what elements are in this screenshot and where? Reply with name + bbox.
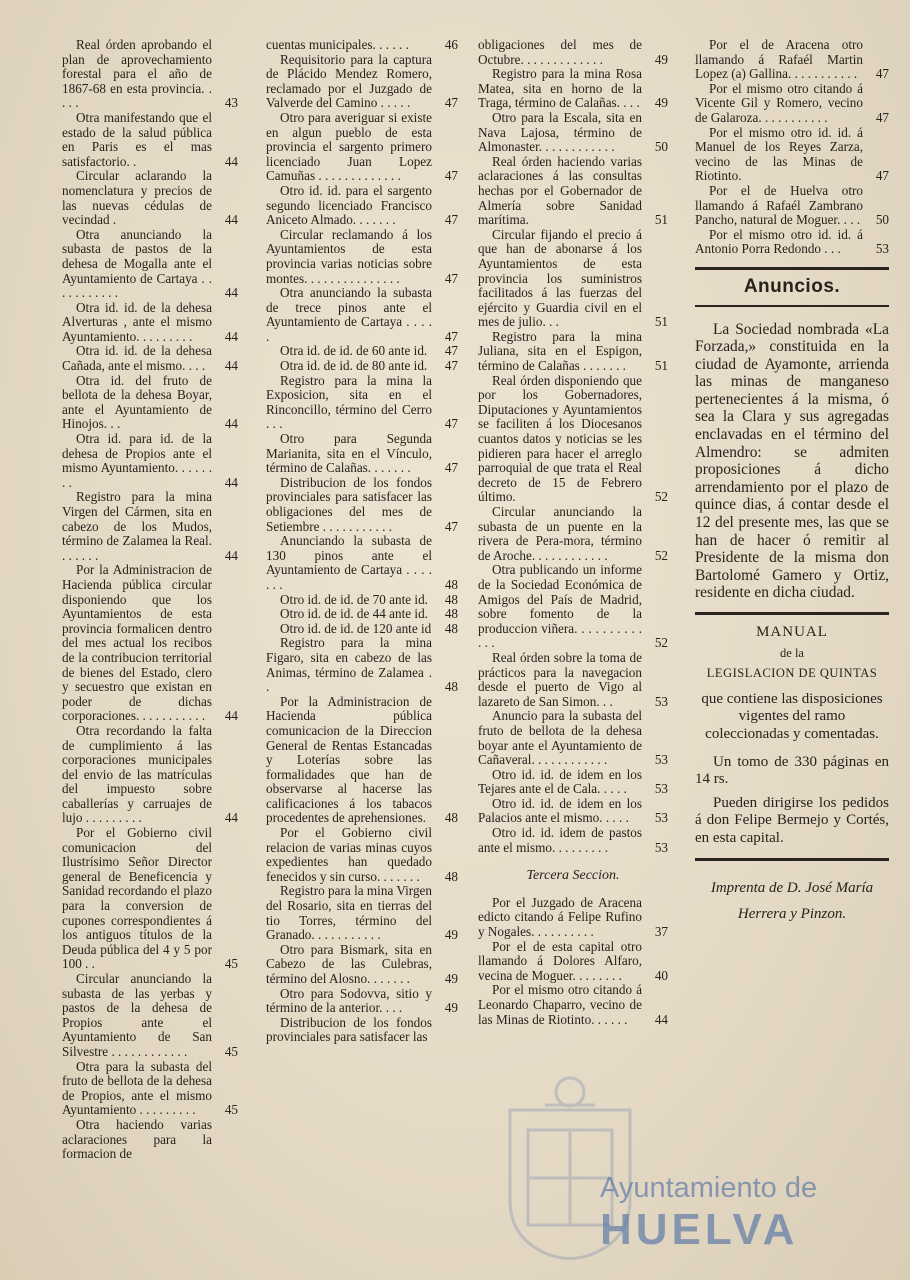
entry-page-number: 44: [224, 416, 238, 432]
entry-page-number: 45: [224, 1102, 238, 1118]
index-entry: [478, 563, 668, 651]
entry-text: Otro para Sodovva, sitio y término de la anterior. . . .: [266, 985, 432, 1016]
entry-page-number: 53: [654, 781, 668, 797]
entry-page-number: 47: [444, 270, 458, 286]
entry-text: Otra id. id. de la dehesa Alverturas , ante el mismo Ayuntamiento. . . . . . . . .: [62, 299, 212, 344]
entry-page-number: 40: [654, 967, 668, 983]
entry-page-number: 48: [444, 868, 458, 884]
entry-page-number: 44: [224, 474, 238, 490]
entry-page-number: 44: [654, 1011, 668, 1027]
index-entry: [62, 111, 238, 169]
index-column-3: [478, 38, 668, 1027]
index-column-2: [266, 38, 458, 1045]
watermark-line-2: HUELVA: [600, 1205, 799, 1254]
manual-title: MANUAL: [756, 624, 828, 640]
entry-text: Circular anunciando la subasta de un puente en la rivera de Pera-mora, término de Aroche. . . . . . . . . . . .: [478, 504, 642, 563]
index-entry: [478, 768, 668, 797]
index-entry: [62, 826, 238, 972]
entry-page-number: 51: [654, 314, 668, 330]
entry-page-number: 52: [654, 547, 668, 563]
index-entry: [62, 1118, 238, 1162]
entry-text: Registro para la mina la Exposicion, sita en el Rinconcillo, término del Cerro . . .: [266, 372, 432, 432]
manual-description: que contiene las disposiciones vigentes del ramo coleccionadas y comentadas.: [701, 690, 883, 742]
manual-de-la: de la: [780, 645, 804, 660]
entry-text: Por el Juzgado de Aracena edicto citando á Felipe Rufino y Nogales. . . . . . . . . .: [478, 894, 642, 940]
announcements-heading: Anuncios.: [743, 275, 841, 297]
entry-page-number: 44: [224, 547, 238, 563]
index-entry: [478, 983, 668, 1027]
index-entry: [478, 826, 668, 855]
entry-text: Por la Administracion de Hacienda pública circular disponiendo que los Ayuntamientos de esta provincia formalicen dentro del mes actual los recibos de la contribucion territorial de bienes del Estado, clero y secuestro que existan en poder de dichas corporaciones. . . . . . . . . . .: [62, 562, 212, 724]
entry-text: Otro id. de id. de 44 ante id.: [280, 606, 428, 622]
entry-text: Registro para la mina Juliana, sita en el Espigon, término de Calañas . . . . . . .: [478, 328, 642, 374]
index-entry: [478, 896, 668, 940]
index-entry: [478, 228, 668, 330]
index-entry: [62, 38, 238, 111]
index-entry: [62, 724, 238, 826]
index-entry: [266, 636, 458, 694]
entry-page-number: 49: [654, 95, 668, 111]
entry-text: Otra id. del fruto de bellota de la dehesa Boyar, ante el Ayuntamiento de Hinojos. . .: [62, 372, 212, 432]
divider: [695, 612, 889, 615]
entry-text: Otra manifestando que el estado de la salud pública en Paris es el mas satisfactorio. .: [62, 109, 212, 169]
entry-text: Real órden haciendo varias aclaraciones á las consultas hechas por el Gobernador de Almería sobre Sanidad marítima.: [478, 153, 642, 228]
index-entry: [266, 432, 458, 476]
entry-page-number: 51: [654, 212, 668, 228]
index-entry: [478, 940, 668, 984]
imprint-line-1: Imprenta de D. José María: [710, 879, 874, 896]
entry-text: Otra publicando un informe de la Sociedad Económica de Amigos del País de Madrid, sobre fomento de la produccion viñera. . . . . . . . . . . . .: [478, 562, 642, 651]
entry-page-number: 49: [654, 51, 668, 67]
entry-page-number: 52: [654, 635, 668, 651]
entry-page-number: 53: [654, 693, 668, 709]
entry-text: Otro para Bismark, sita en Cabezo de las Culebras, término del Alosno. . . . . . .: [266, 941, 432, 986]
entry-text: Otra id. de id. de 80 ante id.: [280, 358, 428, 374]
entry-text: Real órden aprobando el plan de aprovechamiento forestal para el año de 1867-68 en esta provincia. . . . .: [62, 37, 212, 111]
entry-text: Requisitorio para la captura de Plácido Mendez Romero, reclamado por el Juzgado de Valverde del Camino . . . . .: [266, 51, 432, 111]
entry-page-number: 48: [444, 591, 458, 607]
entry-page-number: 45: [224, 956, 238, 972]
entry-text: Otra id. para id. de la dehesa de Propios ante el mismo Ayuntamiento. . . . . . . .: [62, 431, 212, 490]
entry-text: Por el mismo otro id. id. á Antonio Porra Redondo . . .: [695, 226, 863, 257]
entry-page-number: 44: [224, 810, 238, 826]
entry-page-number: 47: [444, 95, 458, 111]
index-entry: [62, 432, 238, 490]
entry-page-number: 45: [224, 1043, 238, 1059]
index-entry: [478, 330, 668, 374]
entry-page-number: 44: [224, 285, 238, 301]
index-entry: [62, 374, 238, 432]
column-4-entries: [695, 38, 889, 257]
index-entry: [266, 884, 458, 942]
index-entry: [266, 534, 458, 592]
entry-text: Por el de Aracena otro llamando á Rafaél Martin Lopez (a) Gallina. . . . . . . . . . .: [695, 37, 863, 82]
entry-text: Real órden sobre la toma de prácticos para la navegacion desde el puerto de Vigo al lazareto de San Simon. . .: [478, 649, 642, 709]
entry-text: Registro para la mina Rosa Matea, sita en horno de la Traga, término de Calañas. . . .: [478, 66, 642, 111]
index-entry: [266, 111, 458, 184]
index-entry: [266, 593, 458, 608]
entry-page-number: 47: [444, 460, 458, 476]
index-entry: [266, 826, 458, 884]
section-heading: Tercera Seccion.: [526, 868, 620, 884]
index-entry: [266, 228, 458, 286]
index-entry: [62, 490, 238, 563]
entry-page-number: 47: [444, 518, 458, 534]
index-entry: [695, 228, 889, 257]
index-entry: [266, 1016, 458, 1045]
index-entry: [266, 943, 458, 987]
entry-page-number: 47: [875, 168, 889, 184]
entry-text: cuentas municipales. . . . . .: [266, 37, 409, 52]
entry-page-number: 47: [875, 109, 889, 125]
index-entry: [478, 67, 668, 111]
index-entry: [62, 563, 238, 724]
entry-page-number: 47: [444, 343, 458, 359]
entry-text: Distribucion de los fondos provinciales para satisfacer las obligaciones del mes de Setiembre . . . . . . . . . . .: [266, 474, 432, 534]
entry-text: Otro id. de id. de 70 ante id.: [280, 591, 428, 607]
index-entry: [266, 607, 458, 622]
index-entry: [478, 651, 668, 709]
divider: [695, 267, 889, 270]
index-entry: [266, 38, 458, 53]
entry-page-number: 47: [444, 358, 458, 374]
entry-page-number: 43: [224, 95, 238, 111]
index-entry: [62, 169, 238, 227]
entry-text: Otro para averiguar si existe en algun pueblo de esta provincia el sargento primero licenciado Juan Lopez Camuñas . . . . . . . . . . . . .: [266, 109, 432, 184]
manual-orders: Pueden dirigirse los pedidos á don Felipe Bermejo y Cortés, en esta capital.: [695, 794, 889, 846]
index-entry: [478, 374, 668, 505]
entry-page-number: 53: [654, 810, 668, 826]
index-entry: [266, 374, 458, 432]
index-entry: [695, 82, 889, 126]
entry-page-number: 49: [444, 971, 458, 986]
entry-page-number: 49: [444, 927, 458, 943]
entry-text: Registro para la mina Virgen del Cármen, sita en cabezo de los Mudos, término de Zalamea la Real. . . . . . .: [62, 489, 212, 563]
entry-page-number: 44: [224, 328, 238, 344]
entry-text: Otra anunciando la subasta de pastos de la dehesa de Mogalla ante el Ayuntamiento de Cartaya . . . . . . . . . . .: [62, 226, 212, 301]
entry-text: Por el Gobierno civil comunicacion del Ilustrísimo Señor Director general de Beneficencia y Sanidad recordando el plazo para la conversion de cupones correspondientes á los antiguos títulos de la Deuda pública del 4 y 5 por 100 . .: [62, 825, 212, 972]
index-entry: [478, 709, 668, 767]
entry-text: Por el de esta capital otro llamando á Dolores Alfaro, vecina de Moguer. . . . . . . .: [478, 938, 642, 983]
index-entry: [62, 344, 238, 373]
entry-text: Otro id. id. de idem en los Palacios ante el mismo. . . . .: [478, 795, 642, 826]
index-entry: [266, 184, 458, 228]
entry-page-number: 44: [224, 358, 238, 374]
entry-text: Por la Administracion de Hacienda pública comunicacion de la Direccion General de Rentas Estancadas y Loterías sobre las formalidades que han de observarse al hacerse las calificaciones á los tabacos procedentes de aprehensiones.: [266, 693, 432, 826]
entry-text: Otra anunciando la subasta de trece pinos ante el Ayuntamiento de Cartaya . . . . .: [266, 285, 432, 344]
index-column-1: [62, 38, 238, 1162]
entry-text: Anunciando la subasta de 130 pinos ante el Ayuntamiento de Cartaya . . . . . . .: [266, 533, 432, 592]
entry-page-number: 53: [654, 752, 668, 768]
entry-text: Por el mismo otro id. id. á Manuel de los Reyes Zarza, vecino de las Minas de Riotinto.: [695, 124, 863, 184]
index-entry: [266, 53, 458, 111]
index-entry: [62, 301, 238, 345]
index-entry: [695, 126, 889, 184]
entry-text: Otra para la subasta del fruto de bellota de la dehesa de Propios, ante el mismo Ayuntamiento . . . . . . . . .: [62, 1058, 212, 1118]
entry-page-number: 44: [224, 153, 238, 169]
entry-text: Otro id. id. idem de pastos ante el mismo. . . . . . . . .: [478, 825, 642, 855]
index-entry: [266, 987, 458, 1016]
entry-page-number: 47: [444, 212, 458, 228]
index-entry: [62, 228, 238, 301]
entry-page-number: 48: [444, 620, 458, 636]
manual-volume: Un tomo de 330 páginas en 14 rs.: [695, 753, 889, 788]
manual-subtitle: LEGISLACION DE QUINTAS: [706, 666, 878, 681]
index-entry: [266, 695, 458, 826]
divider: [695, 305, 889, 307]
index-entry: [695, 38, 889, 82]
entry-page-number: 50: [654, 139, 668, 155]
index-entry: [266, 476, 458, 534]
entry-text: Otra id. id. de la dehesa Cañada, ante el mismo. . . .: [62, 343, 212, 374]
imprint-line-2: Herrera y Pinzon.: [737, 905, 847, 922]
entry-text: Otra haciendo varias aclaraciones para la formacion de: [62, 1116, 212, 1162]
entry-text: Circular aclarando la nomenclatura y precios de las nuevas cédulas de vecindad .: [62, 168, 212, 228]
entry-page-number: 47: [444, 328, 458, 344]
entry-page-number: 53: [875, 241, 889, 257]
entry-page-number: 47: [444, 416, 458, 432]
index-entry: [266, 359, 458, 374]
entry-page-number: 50: [875, 212, 889, 228]
entry-text: Otro para Segunda Marianita, sita en el Vínculo, término de Calañas. . . . . . .: [266, 431, 432, 476]
entry-page-number: 48: [444, 576, 458, 592]
entry-text: Otra recordando la falta de cumplimiento á las corporaciones municipales del envio de las matrículas del impuesto sobre caballerías y carruajes de lujo . . . . . . . . .: [62, 722, 212, 826]
entry-page-number: 51: [654, 358, 668, 374]
entry-text: Anuncio para la subasta del fruto de bellota de la dehesa boyar ante el Ayuntamiento de Cañaveral. . . . . . . . . . . .: [478, 708, 642, 768]
index-entry: [266, 344, 458, 359]
entry-text: Registro para la mina Figaro, sita en cabezo de las Animas, término de Zalamea . .: [266, 635, 432, 695]
entry-text: Real órden disponiendo que por los Gobernadores, Diputaciones y Ayuntamientos se faciliten á los Diocesanos cuantos datos y noticias se les pidieren para hacer el arreglo parroquial de que trata el Real decreto de 15 de Febrero último.: [478, 372, 642, 505]
index-entry: [478, 38, 668, 67]
entry-text: Por el mismo otro citando á Leonardo Chaparro, vecino de las Minas de Riotinto. . . . . .: [478, 982, 642, 1027]
index-entry: [695, 184, 889, 228]
entry-page-number: 53: [654, 839, 668, 855]
index-column-4: [695, 38, 889, 927]
entry-page-number: 47: [444, 168, 458, 184]
index-entry: [62, 1060, 238, 1118]
entry-text: Registro para la mina Virgen del Rosario, sita en tierras del tio Torres, término del Granado. . . . . . . . . . .: [266, 883, 432, 943]
divider: [695, 858, 889, 861]
index-entry: [478, 155, 668, 228]
entry-page-number: 49: [444, 1000, 458, 1016]
entry-text: obligaciones del mes de Octubre. . . . . . . . . . . . .: [478, 37, 642, 67]
index-entry: [266, 286, 458, 344]
entry-text: Circular fijando el precio á que han de abonarse á los Ayuntamientos de esta provincia los suministros facilitados á las fuerzas del ejército y Guardia civil en el mes de julio. . .: [478, 226, 642, 330]
announcement-text: La Sociedad nombrada «La Forzada,» constituida en la ciudad de Ayamonte, arrienda las minas de manganeso pertenecientes á la misma, ó sea la Clara y sus agregadas enclavadas en el término del Almendro: se admiten proposiciones á dicho arrendamiento por el plazo de quince dias, á contar desde el 12 del presente mes, las que se han de hacer ó remitir al Presidente de la misma don Bartolomé Gamero y Ortiz, residente en dicha ciudad.: [695, 320, 889, 602]
entry-text: Otro para la Escala, sita en Nava Lajosa, término de Almonaster. . . . . . . . . . . .: [478, 109, 642, 155]
entry-page-number: 48: [444, 810, 458, 826]
entry-text: Por el mismo otro citando á Vicente Gil y Romero, vecino de Galaroza. . . . . . . . . . .: [695, 80, 863, 125]
entry-page-number: 52: [654, 489, 668, 505]
entry-page-number: 46: [444, 37, 458, 52]
entry-text: Distribucion de los fondos provinciales para satisfacer las: [266, 1014, 432, 1045]
index-entry: [266, 622, 458, 637]
entry-text: Otro id. de id. de 120 ante id: [280, 620, 432, 636]
entry-text: Por el de Huelva otro llamando á Rafaél Zambrano Pancho, natural de Moguer. . . .: [695, 182, 863, 228]
entry-page-number: 37: [654, 924, 668, 940]
entry-text: Circular anunciando la subasta de las yerbas y pastos de la dehesa de Propios ante el Ayuntamiento de San Silvestre . . . . . . . . . . . .: [62, 971, 212, 1059]
index-entry: [62, 972, 238, 1060]
watermark-line-1: Ayuntamiento de: [600, 1172, 818, 1204]
entry-page-number: 48: [444, 606, 458, 622]
entry-text: Otra id. de id. de 60 ante id.: [280, 343, 428, 359]
index-entry: [478, 111, 668, 155]
index-entry: [478, 505, 668, 563]
entry-page-number: 44: [224, 212, 238, 228]
entry-text: Por el Gobierno civil relacion de varias minas cuyos expedientes han quedado fenecidos y sin curso. . . . . . .: [266, 825, 432, 884]
entry-page-number: 44: [224, 708, 238, 724]
entry-text: Otro id. id. de idem en los Tejares ante el de Cala. . . . .: [478, 766, 642, 797]
index-entry: [478, 797, 668, 826]
entry-text: Circular reclamando á los Ayuntamientos de esta provincia varias noticias sobre montes. . . . . . . . . . . . . . .: [266, 226, 432, 286]
entry-text: Otro id. id. para el sargento segundo licenciado Francisco Aniceto Almado. . . . . . .: [266, 182, 432, 228]
entry-page-number: 47: [875, 66, 889, 82]
entry-page-number: 48: [444, 679, 458, 695]
